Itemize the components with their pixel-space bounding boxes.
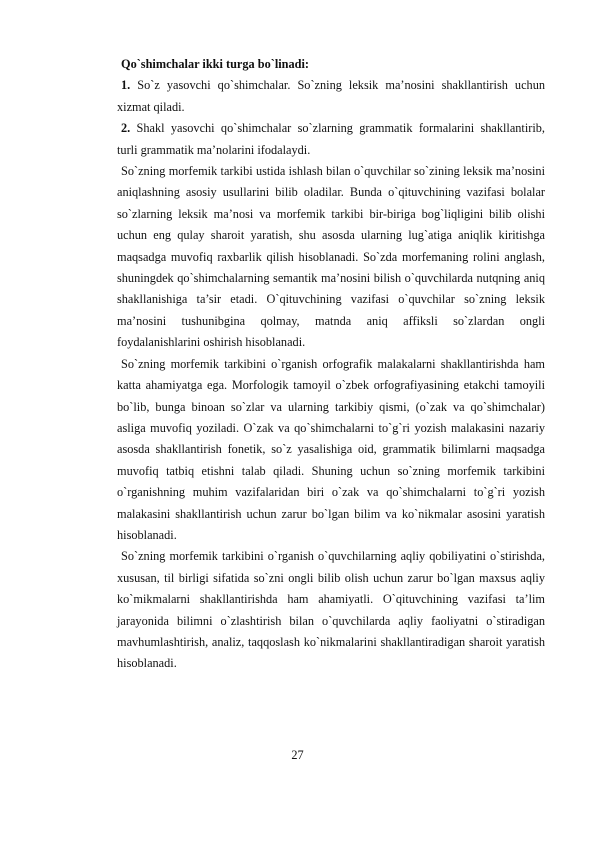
list-item-one-text: So`z yasovchi qo`shimchalar. So`zning leksik ma’nosini shakllantirish uchun xizmat qiladi. [117, 78, 545, 114]
list-item-two-number: 2. [121, 121, 131, 136]
document-body [117, 54, 545, 675]
list-item-two-text: Shakl yasovchi qo`shimchalar so`zlarning grammatik formalarini shakllantirib, turli grammatik ma’nolarini ifodalaydi. [117, 121, 545, 157]
paragraph-1: So`zning morfemik tarkibi ustida ishlash bilan o`quvchilar so`zining leksik ma’nosini aniqlashning asosiy usullarini bilib oladilar. Bunda o`qituvchining vazifasi bolalar so`zlarning leksik ma’nosi va morfemik tarkibi bir-biriga bog`liqligini bilib olishi uchun eng qulay sharoit yaratish, shu asosda ularning lug`atiga aniqlik kiritishga maqsadga muvofiq raxbarlik qilish hisoblanadi. So`zda morfemaning rolini anglash, shuningdek qo`shimchalarning semantik ma’nosini bilish o`quvchilarda nutqning aniq shakllanishiga ta’sir etadi. O`qituvchining vazifasi o`quvchilar so`zning leksik ma’nosini tushunibgina qolmay, matnda aniq affiksli so`zlardan ongli foydalanishlarini oshirish hisoblanadi. [117, 164, 545, 350]
paragraph-2: So`zning morfemik tarkibini o`rganish orfografik malakalarni shakllantirishda ham katta ahamiyatga ega. Morfologik tamoyil o`zbek orfografiyasining etakchi tamoyili bo`lib, bunga binoan so`zlar va ularning tarkibiy qismi, (o`zak va qo`shimchalar) asliga muvofiq yoziladi. O`zak va qo`shimchalarni to`g`ri yozish malakasini nazariy asosda shakllantirish fonetik, so`z yasalishiga oid, grammatik bilimlarni maqsadga muvofiq tatbiq etishni talab qiladi. Shuning uchun so`zning morfemik tarkibini o`rganishning muhim vazifalaridan biri o`zak va qo`shimchalarni to`g`ri yozish malakasini shakllantirish uchun zarur bo`lgan bilim va ko`nikmalar asosini yaratish hisoblanadi. [117, 356, 545, 542]
heading-text: Qo`shimchalar ikki turga bo`linadi: [121, 57, 310, 71]
paragraph-3: So`zning morfemik tarkibini o`rganish o`quvchilarning aqliy qobiliyatini o`stirishda, xususan, til birligi sifatida so`zni ongli bilib olish uchun zarur bo`lgan maxsus aqliy ko`mikmalarni shakllantirishda ham ahamiyatli. O`qituvchining vazifasi ta’lim jarayonida bilimni o`zlashtirish bilan o`quvchilarda aqliy faoliyatni o`stiradigan mavhumlashtirish, analiz, taqqoslash ko`nikmalarini shakllantiradigan sharoit yaratish hisoblanadi. [117, 549, 545, 671]
page-number: 27 [291, 748, 304, 762]
list-item-one [117, 75, 545, 118]
list-item-two [117, 118, 545, 161]
list-item-one-number: 1. [121, 78, 131, 93]
